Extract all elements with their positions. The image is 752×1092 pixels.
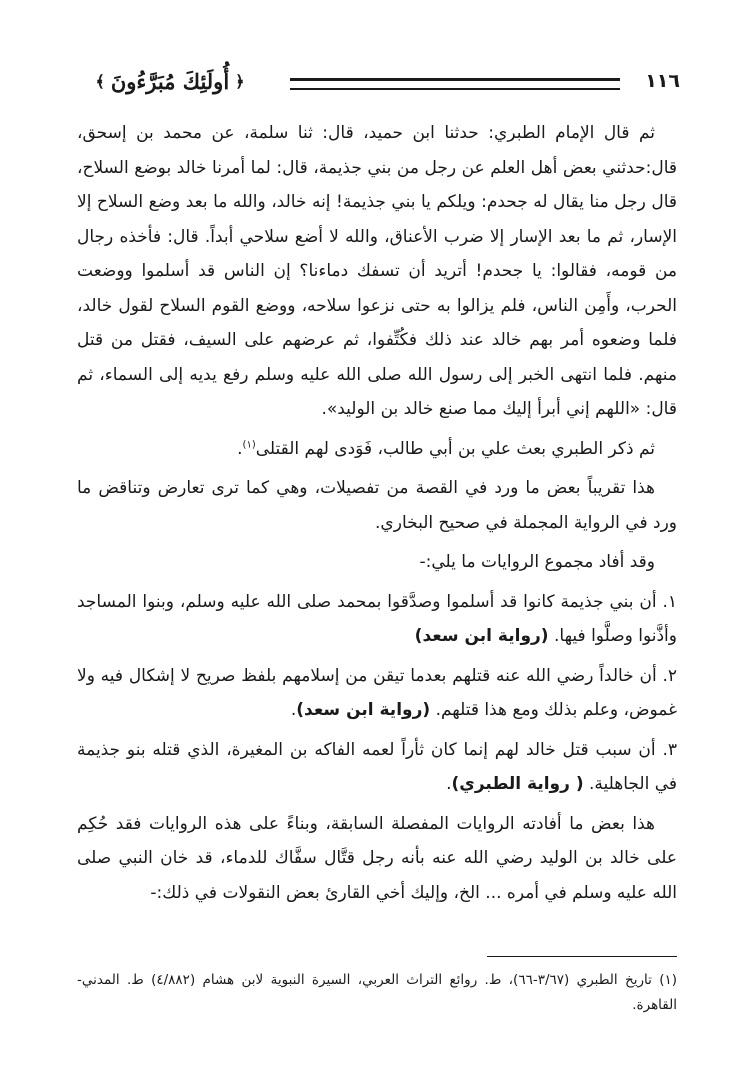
list-item (77, 585, 677, 654)
page-header (60, 66, 680, 96)
running-title (60, 66, 280, 96)
footnote-separator (487, 956, 677, 957)
source-citation: ( رواية الطبري) (451, 774, 584, 794)
footnote-reference[interactable]: (١) (242, 438, 256, 450)
paragraph-tabari-narration: ثم قال الإمام الطبري: حدثنا ابن حميد، قال: ثنا سلمة، عن محمد بن إسحق، قال:حدثني بعض أهل العلم عن رجل من بني جذيمة، قال: لما أمرنا خالد بوضع السلاح، قال رجل منا يقال له جحدم: ويلكم يا بني جذيمة! إنه خالد، والله ما بعد وضع السلاح إلا الإسار، ثم ما بعد الإسار إلا ضرب الأعناق، والله لا أضع سلاحي أبداً. قال: فأخذه رجال من قومه، فقالوا: يا جحدم! أتريد أن تسفك دماءنا؟ إن الناس قد أسلموا ووضعت الحرب، وأَمِن الناس، فلم يزالوا به حتى نزعوا سلاحه، ووضع القوم السلاح لقول خالد، فلما وضعوه أمر بهم خالد عند ذلك فكُتِّفوا، ثم عرضهم على السيف، فقتل من قتل منهم. فلما انتهى الخبر إلى رسول الله صلى الله عليه وسلم رفع يديه إلى السماء، ثم قال: «اللهم إني أبرأ إليك مما صنع خالد بن الوليد». (77, 123, 677, 419)
ornament-bracket-icon: ﴿ (235, 71, 245, 91)
paragraph-conclusion: هذا بعض ما أفادته الروايات المفصلة السابقة، وبناءً على هذه الروايات فقد حُكِم على خالد بن الوليد رضي الله عنه بأنه رجل قتَّال سفَّاك للدماء، قد خان النبي صلى الله عليه وسلم في أمره ... الخ، وإليك أخي القارئ بعض النقولات في ذلك:- (77, 813, 677, 903)
list-item-end: . (446, 774, 452, 794)
main-text (77, 116, 677, 910)
list-item-end: . (290, 700, 297, 720)
paragraph-end: . (237, 438, 243, 459)
list-item-text: ٢. أن خالداً رضي الله عنه قتلهم بعدما تيقن من إسلامهم بلفظ صريح لا إشكال فيه ولا غموض، وعلم بذلك ومع هذا قتلهم. (77, 665, 677, 720)
footnotes (77, 968, 677, 1018)
ornament-bracket-icon: ﴾ (95, 71, 105, 91)
paragraph-ali-sent (77, 432, 677, 467)
paragraph-text: ثم ذكر الطبري بعث علي بن أبي طالب، فَوَدى لهم القتلى (255, 438, 655, 459)
book-title: أُولَئِكَ مُبَرَّءُونَ (110, 68, 230, 94)
paragraph-summary: هذا تقريباً بعض ما ورد في القصة من تفصيلات، وهي كما ترى تعارض وتناقض ما ورد في الرواية المجملة في صحيح البخاري. (77, 478, 677, 533)
header-double-rule (290, 78, 620, 90)
list-item-text: ١. أن بني جذيمة كانوا قد أسلموا وصدَّقوا بمحمد صلى الله عليه وسلم، وبنوا المساجد وأذَّنوا وصلَّوا فيها. (77, 591, 677, 646)
source-citation: (رواية ابن سعد) (414, 626, 549, 646)
footnote-1: (١) تاريخ الطبري (٣/٦٧-٦٦)، ط. روائع التراث العربي، السيرة النبوية لابن هشام (٤/٨٨٢) ط. المدني-القاهرة. (77, 972, 678, 1013)
source-citation: (رواية ابن سعد) (296, 700, 431, 720)
list-item (77, 659, 677, 728)
list-item (77, 733, 677, 802)
list-item-text: ٣. أن سبب قتل خالد لهم إنما كان ثأراً لعمه الفاكه بن المغيرة، الذي قتله بنو جذيمة في الجاهلية. (77, 739, 677, 794)
page-number: ١١٦ (645, 70, 680, 92)
paragraph-list-intro: وقد أفاد مجموع الروايات ما يلي:- (419, 552, 655, 572)
